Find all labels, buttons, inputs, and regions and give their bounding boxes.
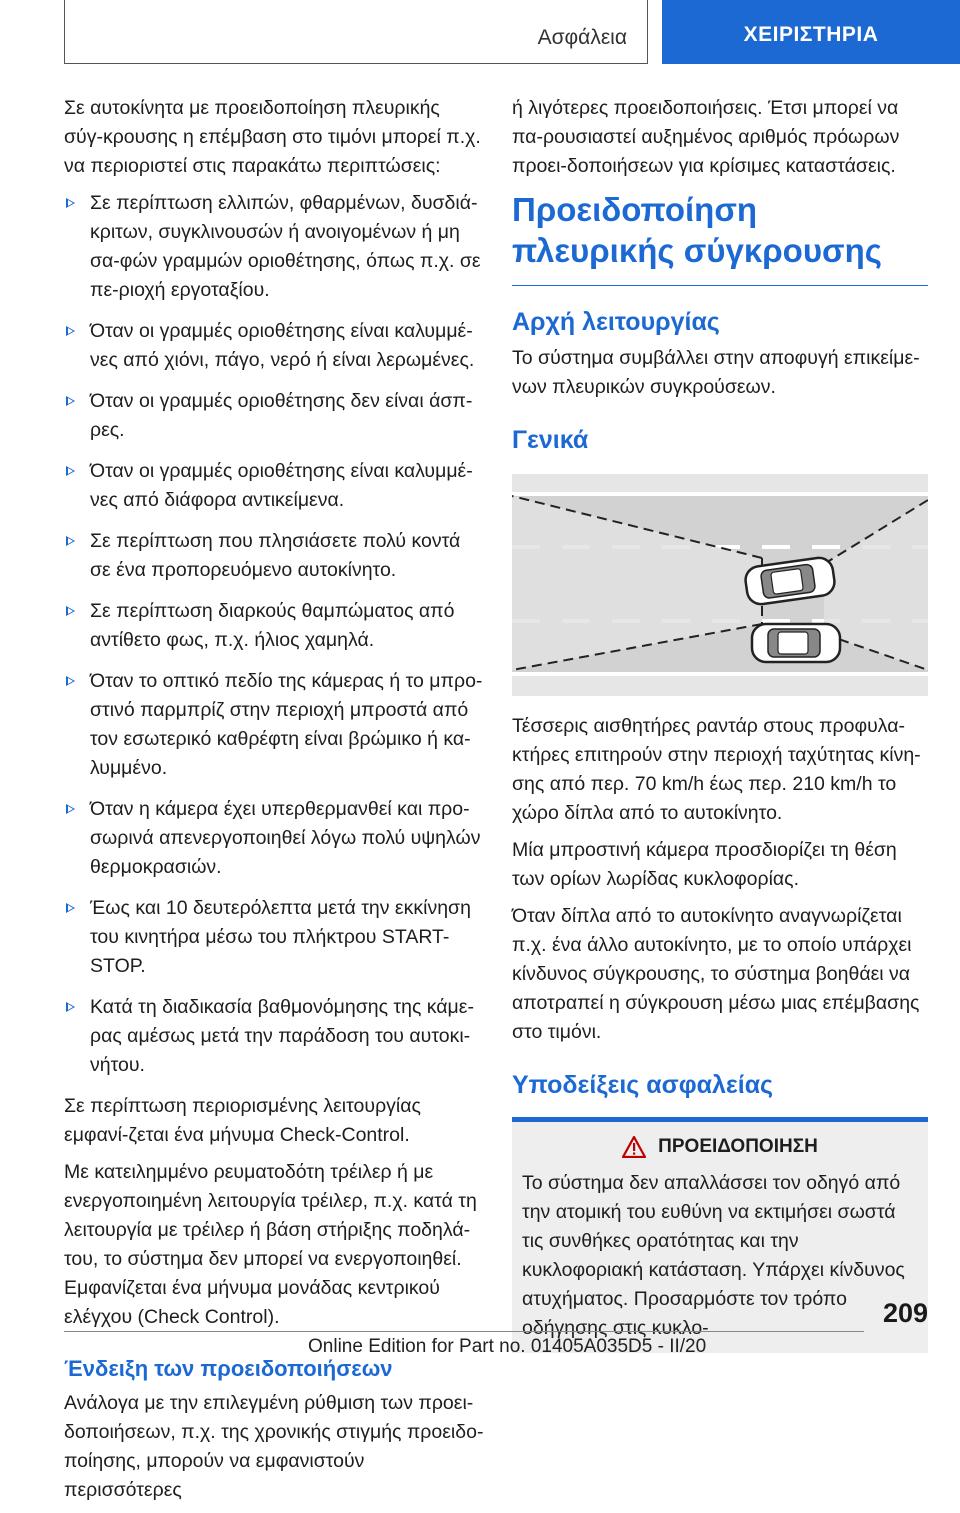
camera-paragraph: Μία μπροστινή κάμερα προσδιορίζει τη θέση των ορίων λωρίδας κυκλοφορίας. [512, 839, 897, 890]
warning-title: ΠΡΟΕΙΔΟΠΟΙΗΣΗ [658, 1136, 818, 1157]
right-column [512, 94, 928, 1353]
bullet-arrow-icon [66, 326, 75, 336]
list-item: Σε περίπτωση διαρκούς θαμπώματος από αντίθετο φως, π.χ. ήλιος χαμηλά. [64, 597, 484, 655]
list-item: Όταν το οπτικό πεδίο της κάμερας ή το μπρο-στινό παρμπρίζ στην περιοχή μπροστά από τον εσωτερικό καθρέφτη είναι βρώμικο ή κα-λυμμένο. [64, 667, 484, 783]
warning-box [512, 1122, 928, 1353]
bullet-arrow-icon [66, 606, 75, 616]
continued-paragraph: ή λιγότερες προειδοποιήσεις. Έτσι μπορεί να πα-ρουσιαστεί αυξημένος αριθμός πρόωρων προει-δοποιήσεων για κρίσιμες καταστάσεις. [512, 97, 900, 177]
side-collision-illustration [512, 474, 928, 696]
bullet-arrow-icon [66, 536, 75, 546]
road-radar-diagram [512, 474, 928, 696]
radar-paragraph: Τέσσερις αισθητήρες ραντάρ στους προφυλα-κτήρες επιτηρούν στην περιοχή ταχύτητας κίνη-σης από περ. 70 km/h έως περ. 210 km/h το χώρο δίπλα από το αυτοκίνητο. [512, 715, 921, 824]
page-number: 209 [882, 1298, 928, 1328]
warning-triangle-icon [622, 1136, 646, 1158]
list-item: Όταν η κάμερα έχει υπερθερμανθεί και προ-σωρινά απενεργοποιηθεί λόγω πολύ υψηλών θερμοκρασιών. [64, 795, 484, 882]
bullet-arrow-icon [66, 1002, 75, 1012]
limitations-list [64, 189, 484, 1080]
section-title: Προειδοποίηση πλευρικής σύγκρουσης [512, 191, 882, 269]
bullet-arrow-icon [66, 198, 75, 208]
safety-heading: Υποδείξεις ασφαλείας [512, 1071, 774, 1099]
bullet-arrow-icon [66, 396, 75, 406]
intro-paragraph: Σε αυτοκίνητα με προειδοποίηση πλευρικής σύγ-κρουσης η επέμβαση στο τιμόνι μπορεί π.χ. να περιοριστεί στις παρακάτω περιπτώσεις: [64, 97, 481, 177]
list-item: Σε περίπτωση ελλιπών, φθαρμένων, δυσδιά-κριτων, συγκλινουσών ή ανοιγομένων ή μη σα-φών γραμμών οριοθέτησης, όπως π.χ. σε πε-ριοχή εργοταξίου. [64, 189, 484, 305]
general-heading: Γενικά [512, 426, 589, 454]
header-section-title: Ασφάλεια [537, 26, 627, 49]
left-column [64, 94, 484, 1513]
warnings-display-heading: Ένδειξη των προειδοποιήσεων [64, 1356, 393, 1381]
warning-header [522, 1132, 918, 1161]
bullet-arrow-icon [66, 676, 75, 686]
warning-text: Το σύστημα δεν απαλλάσσει τον οδηγό από την ατομική του ευθύνη να εκτιμήσει σωστά τις συνθήκες ορατότητας και την κυκλοφοριακή κατάσταση. Υπάρχει κίνδυνος ατυχήματος. Προσαρμόστε τον τρόπο οδήγησης στις κυκλο- [522, 1172, 905, 1339]
list-item: Σε περίπτωση που πλησιάσετε πολύ κοντά σε ένα προπορευόμενο αυτοκίνητο. [64, 527, 484, 585]
bullet-arrow-icon [66, 804, 75, 814]
list-item: Κατά τη διαδικασία βαθμονόμησης της κάμε-ρας αμέσως μετά την παράδοση του αυτοκι-νήτου. [64, 993, 484, 1080]
intervention-paragraph: Όταν δίπλα από το αυτοκίνητο αναγνωρίζεται π.χ. ένα άλλο αυτοκίνητο, με το οποίο υπάρχει κίνδυνος σύγκρουσης, το σύστημα βοηθάει να αποτραπεί η σύγκρουση μέσω μιας επέμβασης στο τιμόνι. [512, 905, 920, 1043]
check-control-paragraph: Σε περίπτωση περιορισμένης λειτουργίας εμφανί-ζεται ένα μήνυμα Check-Control. [64, 1095, 421, 1146]
warnings-display-paragraph: Ανάλογα με την επιλεγμένη ρύθμιση των προει-δοποιήσεων, π.χ. της χρονικής στιγμής προειδο-ποίησης, μπορούν να εμφανιστούν περισσότερες [64, 1392, 484, 1501]
bullet-arrow-icon [66, 466, 75, 476]
list-item: Όταν οι γραμμές οριοθέτησης είναι καλυμμέ-νες από διάφορα αντικείμενα. [64, 457, 484, 515]
principle-heading: Αρχή λειτουργίας [512, 308, 720, 336]
list-item: Όταν οι γραμμές οριοθέτησης δεν είναι άσπ-ρες. [64, 387, 484, 445]
edition-footer: Online Edition for Part no. 01405A035D5 - II/20 [308, 1336, 707, 1357]
trailer-paragraph: Με κατειλημμένο ρευματοδότη τρέιλερ ή με ενεργοποιημένη λειτουργία τρέιλερ, π.χ. κατά τη λειτουργία με τρέιλερ ή βάση στήριξης ποδηλά-του, το σύστημα δεν μπορεί να ενεργοποιηθεί. Εμφανίζεται ένα μήνυμα μονάδας κεντρικού ελέγχου (Check Control). [64, 1161, 477, 1328]
title-divider [512, 285, 928, 286]
list-item: Όταν οι γραμμές οριοθέτησης είναι καλυμμέ-νες από χιόνι, πάγο, νερό ή είναι λερωμένες. [64, 317, 484, 375]
footer-divider [64, 1331, 864, 1332]
list-item: Έως και 10 δευτερόλεπτα μετά την εκκίνηση του κινητήρα μέσω του πλήκτρου START-STOP. [64, 894, 484, 981]
bullet-arrow-icon [66, 903, 75, 913]
header-frame [64, 0, 648, 64]
principle-paragraph: Το σύστημα συμβάλλει στην αποφυγή επικείμε-νων πλευρικών συγκρούσεων. [512, 347, 920, 398]
header-chapter-tab[interactable]: ΧΕΙΡΙΣΤΗΡΙΑ [662, 0, 960, 64]
